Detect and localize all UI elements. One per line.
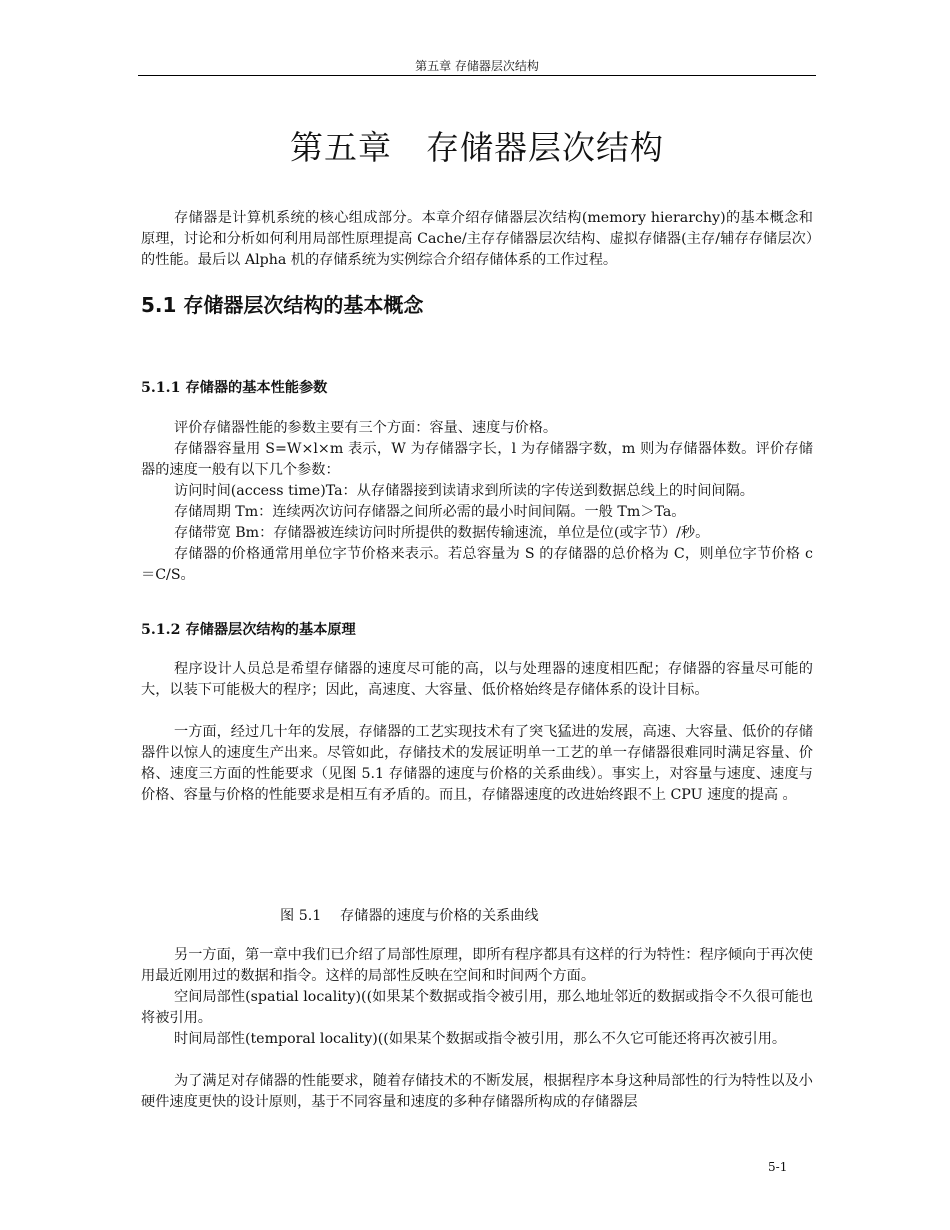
paragraph: 一方面，经过几十年的发展，存储器的工艺实现技术有了突飞猛进的发展，高速、大容量、低价的存储器件以惊人的速度生产出来。尽管如此，存储技术的发展证明单一工艺的单一存储器很难同时满足容量、价格、速度三方面的性能要求（见图 5.1 存储器的速度与价格的关系曲线）。事实上，对容量与速度、速度与价格、容量与价格的性能要求是相互有矛盾的。而且，存储器速度的改进始终跟不上 CPU 速度的提高 。 (141, 724, 813, 803)
paragraph: 存储器容量用 S=W×l×m 表示，W 为存储器字长，l 为存储器字数，m 则为存储器体数。评价存储器的速度一般有以下几个参数： (141, 441, 813, 478)
paragraph: 访问时间(access time)Ta：从存储器接到读请求到所读的字传送到数据总线上的时间间隔。 (174, 483, 754, 499)
paragraph: 程序设计人员总是希望存储器的速度尽可能的高，以与处理器的速度相匹配；存储器的容量尽可能的大，以装下可能极大的程序；因此，高速度、大容量、低价格始终是存储体系的设计目标。 (141, 661, 813, 698)
paragraph: 存储器的价格通常用单位字节价格来表示。若总容量为 S 的存储器的总价格为 C，则单位字节价格 c＝C/S。 (141, 546, 813, 583)
running-header: 第五章 存储器层次结构 (415, 59, 539, 73)
intro-paragraph: 存储器是计算机系统的核心组成部分。本章介绍存储器层次结构(memory hierarchy)的基本概念和原理，讨论和分析如何利用局部性原理提高 Cache/主存存储器层次结构、虚拟存储器(主存/辅存存储层次）的性能。最后以 Alpha 机的存储系统为实例综合介绍存储体系的工作过程。 (141, 210, 813, 268)
section-title: 存储器层次结构的基本概念 (183, 293, 424, 317)
paragraph: 存储带宽 Bm：存储器被连续访问时所提供的数据传输速流，单位是位(或字节）/秒。 (174, 525, 710, 541)
subsection-number: 5.1.2 (141, 622, 181, 638)
page-number: 5-1 (768, 1160, 788, 1174)
section-heading (141, 291, 423, 319)
paragraph: 另一方面，第一章中我们已介绍了局部性原理，即所有程序都具有这样的行为特性：程序倾向于再次使用最近刚用过的数据和指令。这样的局部性反映在空间和时间两个方面。 (141, 947, 813, 984)
paragraph: 空间局部性(spatial locality)((如果某个数据或指令被引用，那么地址邻近的数据或指令不久很可能也将被引用。 (141, 989, 813, 1026)
paragraph: 时间局部性(temporal locality)((如果某个数据或指令被引用，那么不久它可能还将再次被引用。 (174, 1031, 787, 1047)
section-number: 5.1 (141, 293, 177, 317)
header-rule (138, 75, 816, 76)
figure-caption: 图 5.1 存储器的速度与价格的关系曲线 (280, 908, 539, 924)
subsection-title: 存储器层次结构的基本原理 (185, 622, 356, 638)
subsection-title: 存储器的基本性能参数 (185, 380, 328, 396)
subsection-heading-5-1-1 (141, 378, 327, 398)
paragraph: 存储周期 Tm：连续两次访问存储器之间所必需的最小时间间隔。一般 Tm＞Ta。 (174, 504, 686, 520)
paragraph: 为了满足对存储器的性能要求，随着存储技术的不断发展，根据程序本身这种局部性的行为特性以及小硬件速度更快的设计原则，基于不同容量和速度的多种存储器所构成的存储器层 (141, 1073, 813, 1110)
subsection-number: 5.1.1 (141, 380, 181, 396)
paragraph: 评价存储器性能的参数主要有三个方面：容量、速度与价格。 (174, 420, 558, 436)
chapter-title: 第五章 存储器层次结构 (290, 128, 664, 167)
subsection-heading-5-1-2 (141, 620, 356, 640)
